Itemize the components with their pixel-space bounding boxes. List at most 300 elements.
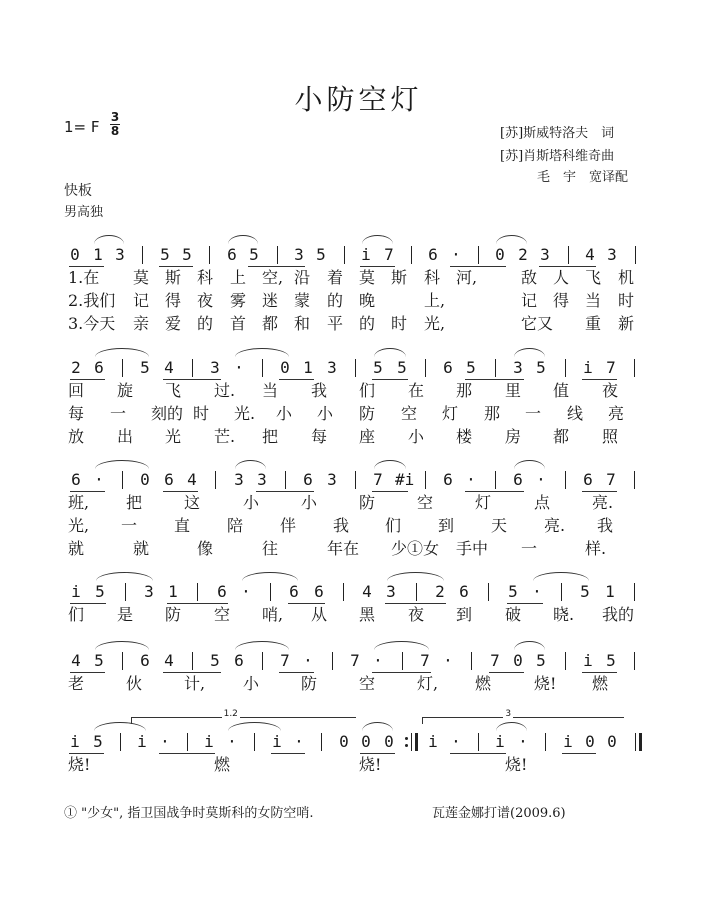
tie-arc xyxy=(387,572,444,581)
lyric-syllable: 灯 xyxy=(442,404,459,423)
note-value: · xyxy=(294,732,304,751)
note xyxy=(278,650,292,672)
note-value: · xyxy=(160,732,170,751)
note-value: 3 xyxy=(294,245,304,264)
barline xyxy=(321,733,322,751)
note-value: i xyxy=(583,651,593,670)
note xyxy=(166,581,180,603)
lyric-syllable: 亲 xyxy=(133,314,150,333)
barline xyxy=(425,359,426,377)
time-signature-top: 3 xyxy=(110,110,120,124)
tie-arc xyxy=(374,348,406,357)
lyric-syllable: 班, xyxy=(68,493,90,512)
note-value: 3 xyxy=(386,582,396,601)
lyric-syllable: 记 xyxy=(521,291,538,310)
note-value: 4 xyxy=(585,245,595,264)
lyric-syllable: 科 xyxy=(197,268,214,287)
note-value: 5 xyxy=(536,358,546,377)
note xyxy=(433,581,447,603)
note xyxy=(493,244,507,266)
lyric-syllable: 到 xyxy=(456,605,473,624)
note xyxy=(464,469,478,491)
note-value: · xyxy=(303,651,313,670)
tie-arc xyxy=(235,641,289,650)
note xyxy=(395,357,409,379)
note xyxy=(604,469,618,491)
lyric-syllable: 破 xyxy=(505,605,522,624)
barline xyxy=(425,471,426,489)
double-barline xyxy=(411,733,412,751)
note xyxy=(162,469,176,491)
lyric-syllable: 空 xyxy=(359,674,376,693)
note-value: 3 xyxy=(327,358,337,377)
lyric-syllable: 房 xyxy=(505,427,522,446)
tie-arc xyxy=(228,235,258,244)
barline xyxy=(488,583,489,601)
lyric-syllable: 2.我们 xyxy=(68,291,116,310)
note-value: 6 xyxy=(303,470,313,489)
note-value: · xyxy=(234,358,244,377)
lyric-syllable: 小 xyxy=(301,493,318,512)
note xyxy=(232,650,246,672)
lyric-syllable: 光, xyxy=(68,516,90,535)
note xyxy=(301,469,315,491)
lyric-syllable: 斯 xyxy=(165,268,182,287)
note-value: 1 xyxy=(303,358,313,377)
barline xyxy=(120,733,121,751)
note xyxy=(138,357,152,379)
note-value: i xyxy=(272,732,282,751)
lyric-syllable: 那 xyxy=(456,381,473,400)
note xyxy=(488,650,502,672)
note-value: 6 xyxy=(94,358,104,377)
lyric-syllable: 少①女 xyxy=(391,539,440,558)
barline xyxy=(270,583,271,601)
volta-bracket-1 xyxy=(131,709,356,724)
lyric-line xyxy=(64,538,646,560)
note xyxy=(534,469,548,491)
barline xyxy=(122,359,123,377)
note xyxy=(359,244,373,266)
note-value: 5 xyxy=(95,582,105,601)
barline-thick xyxy=(415,733,418,751)
note xyxy=(135,731,149,753)
lyric-syllable: 防 xyxy=(359,404,376,423)
lyric-syllable: 一 xyxy=(121,516,138,535)
note-value: 3 xyxy=(115,245,125,264)
lyric-syllable: 小 xyxy=(243,493,260,512)
lyric-syllable: 光. xyxy=(234,404,256,423)
lyric-syllable: 防 xyxy=(359,493,376,512)
note xyxy=(314,244,328,266)
lyric-syllable: 哨, xyxy=(262,605,284,624)
note-value: 4 xyxy=(164,651,174,670)
note-value: i xyxy=(428,732,438,751)
lyric-syllable: 夜 xyxy=(197,291,214,310)
barline xyxy=(478,246,479,264)
note xyxy=(255,469,269,491)
lyric-line xyxy=(64,604,646,626)
lyric-syllable: 当 xyxy=(262,381,279,400)
note xyxy=(278,357,292,379)
lyric-syllable: 烧! xyxy=(359,755,382,774)
lyric-syllable: 烧! xyxy=(505,755,528,774)
barline xyxy=(568,246,569,264)
note xyxy=(92,469,106,491)
lyric-syllable: 防 xyxy=(301,674,318,693)
lyric-syllable: 人 xyxy=(553,268,570,287)
note-value: 0 xyxy=(361,732,371,751)
note-value: 3 xyxy=(144,582,154,601)
note xyxy=(180,244,194,266)
lyric-syllable: 晚 xyxy=(359,291,376,310)
note-value: 4 xyxy=(362,582,372,601)
song-title: 小防空灯 xyxy=(294,83,423,116)
note-value: 2 xyxy=(435,582,445,601)
barline xyxy=(197,583,198,601)
note xyxy=(247,244,261,266)
lyric-syllable: 烧! xyxy=(68,755,91,774)
note xyxy=(185,469,199,491)
note-value: 3 xyxy=(540,245,550,264)
note xyxy=(215,581,229,603)
lyric-syllable: 把 xyxy=(262,427,279,446)
composer-credit: [苏]肖斯塔科维奇曲 xyxy=(500,149,615,164)
lyric-syllable: 夜 xyxy=(408,605,425,624)
note xyxy=(68,244,82,266)
note-value: 5 xyxy=(140,358,150,377)
lyric-syllable: 们 xyxy=(359,381,376,400)
note-value: 1 xyxy=(93,245,103,264)
note xyxy=(371,650,385,672)
note-value: 3 xyxy=(327,470,337,489)
lyric-syllable: 空, xyxy=(262,268,284,287)
tie-arc xyxy=(514,641,545,650)
note-value: · xyxy=(466,470,476,489)
barline xyxy=(262,652,263,670)
note-value: 0 xyxy=(495,245,505,264)
note-value: · xyxy=(373,651,383,670)
lyric-syllable: 空 xyxy=(417,493,434,512)
time-signature xyxy=(108,112,122,137)
lyric-syllable: 们 xyxy=(68,605,85,624)
lyric-syllable: 小 xyxy=(243,674,260,693)
lyric-syllable: 的 xyxy=(327,291,344,310)
barline xyxy=(122,471,123,489)
tie-arc xyxy=(374,460,406,469)
tie-arc xyxy=(95,460,149,469)
barline xyxy=(495,471,496,489)
note xyxy=(464,357,478,379)
volta-label: 3 xyxy=(505,709,512,719)
lyric-syllable: 老 xyxy=(68,674,85,693)
lyric-syllable: 燃 xyxy=(592,674,609,693)
note-value: 5 xyxy=(210,651,220,670)
lyric-syllable: 过. xyxy=(214,381,236,400)
note xyxy=(511,357,525,379)
lyric-syllable: 得 xyxy=(553,291,570,310)
note-value: 6 xyxy=(314,582,324,601)
barline xyxy=(634,583,635,601)
lyric-syllable: 就 xyxy=(68,539,85,558)
barline xyxy=(355,471,356,489)
note xyxy=(359,731,373,753)
lyric-syllable: 天 xyxy=(491,516,508,535)
note xyxy=(69,650,83,672)
note-value: 6 xyxy=(443,358,453,377)
note xyxy=(516,244,530,266)
lyric-syllable: 刻的 xyxy=(151,404,184,423)
lyric-syllable: 小 xyxy=(317,404,334,423)
note-value: · xyxy=(94,470,104,489)
note-value: 0 xyxy=(140,470,150,489)
lyric-syllable: 线 xyxy=(567,404,584,423)
lyric-syllable: 空 xyxy=(401,404,418,423)
lyric-syllable: 值 xyxy=(553,381,570,400)
lyric-syllable: 燃 xyxy=(214,755,231,774)
tie-arc xyxy=(235,348,289,357)
note-value: 6 xyxy=(443,470,453,489)
lyric-syllable: 记 xyxy=(133,291,150,310)
lyric-syllable: 我 xyxy=(597,516,614,535)
note xyxy=(604,357,618,379)
note xyxy=(93,581,107,603)
tie-arc xyxy=(496,235,527,244)
note xyxy=(449,244,463,266)
notation-line xyxy=(64,357,646,379)
note-value: · xyxy=(532,582,542,601)
note-value: 6 xyxy=(164,470,174,489)
note xyxy=(581,469,595,491)
note xyxy=(395,469,415,491)
lyric-syllable: 样. xyxy=(585,539,607,558)
time-signature-bottom: 8 xyxy=(110,124,120,138)
note xyxy=(561,731,575,753)
note-value: 7 xyxy=(606,470,616,489)
barline xyxy=(561,583,562,601)
note-value: 5 xyxy=(316,245,326,264)
lyric-syllable: 像 xyxy=(197,539,214,558)
tie-arc xyxy=(362,722,393,731)
note xyxy=(91,244,105,266)
lyric-syllable: 都 xyxy=(262,314,279,333)
note xyxy=(511,469,525,491)
tie-arc xyxy=(362,235,393,244)
note xyxy=(208,650,222,672)
note-value: · xyxy=(443,651,453,670)
lyric-syllable: 伙 xyxy=(126,674,143,693)
note-value: 6 xyxy=(71,470,81,489)
tie-arc xyxy=(374,641,429,650)
lyric-line xyxy=(64,492,646,514)
lyric-syllable: 那 xyxy=(484,404,501,423)
barline xyxy=(254,733,255,751)
barline xyxy=(344,246,345,264)
note-value: 7 xyxy=(490,651,500,670)
tie-arc xyxy=(533,572,589,581)
note-value: i xyxy=(70,732,80,751)
key-signature: 1= F xyxy=(64,118,100,136)
double-barline xyxy=(635,733,636,751)
note xyxy=(91,731,105,753)
lyric-syllable: 每 xyxy=(311,427,328,446)
barline xyxy=(471,652,472,670)
note-value: i xyxy=(563,732,573,751)
lyric-syllable: 迷 xyxy=(262,291,279,310)
lyric-syllable: 时 xyxy=(391,314,408,333)
lyric-syllable: 时 xyxy=(618,291,635,310)
barline xyxy=(215,471,216,489)
note xyxy=(208,357,222,379)
footnote: ① "少女", 指卫国战争时莫斯科的女防空哨. xyxy=(64,806,314,821)
lyric-syllable: 芒. xyxy=(214,427,236,446)
note xyxy=(162,357,176,379)
note xyxy=(92,357,106,379)
note xyxy=(384,581,398,603)
note xyxy=(371,469,385,491)
tie-arc xyxy=(95,348,149,357)
note xyxy=(605,244,619,266)
lyric-syllable: 斯 xyxy=(391,268,408,287)
voice-part: 男高独 xyxy=(64,205,104,220)
lyric-syllable: 时 xyxy=(193,404,210,423)
lyric-syllable: 上, xyxy=(424,291,446,310)
lyric-syllable: 就 xyxy=(133,539,150,558)
lyric-syllable: 着 xyxy=(327,268,344,287)
note xyxy=(418,650,432,672)
note xyxy=(138,650,152,672)
note-value: 2 xyxy=(518,245,528,264)
lyric-syllable: 夜 xyxy=(602,381,619,400)
note xyxy=(287,581,301,603)
lyric-syllable: 飞 xyxy=(585,268,602,287)
note-value: i xyxy=(495,732,505,751)
lyric-syllable: 我的 xyxy=(602,605,635,624)
note xyxy=(605,731,619,753)
lyric-syllable: 光 xyxy=(165,427,182,446)
lyric-syllable: 旋 xyxy=(117,381,134,400)
tie-arc xyxy=(94,235,124,244)
barline xyxy=(565,359,566,377)
lyric-syllable: 陪 xyxy=(227,516,244,535)
barline-thick xyxy=(639,733,642,751)
note-value: 5 xyxy=(373,358,383,377)
lyric-syllable: 机 xyxy=(618,268,635,287)
barline xyxy=(634,359,635,377)
lyric-syllable: 亮. xyxy=(544,516,566,535)
lyric-syllable: 往 xyxy=(262,539,279,558)
barline xyxy=(142,246,143,264)
lyric-syllable: 照 xyxy=(602,427,619,446)
note-value: 1 xyxy=(168,582,178,601)
note xyxy=(225,244,239,266)
tie-arc xyxy=(514,348,545,357)
barline xyxy=(416,583,417,601)
lyric-line xyxy=(64,267,646,289)
note xyxy=(457,581,471,603)
barline xyxy=(355,359,356,377)
note-value: 3 xyxy=(257,470,267,489)
note-value: 6 xyxy=(428,245,438,264)
note-value: 6 xyxy=(234,651,244,670)
note xyxy=(325,469,339,491)
note-value: 5 xyxy=(160,245,170,264)
lyric-syllable: 空 xyxy=(214,605,231,624)
note xyxy=(360,581,374,603)
note xyxy=(138,469,152,491)
lyric-syllable: 新 xyxy=(618,314,635,333)
note xyxy=(292,731,306,753)
note xyxy=(516,731,530,753)
note xyxy=(581,650,595,672)
lyric-syllable: 亮. xyxy=(592,493,614,512)
note-value: 7 xyxy=(606,358,616,377)
lyric-syllable: 蒙 xyxy=(294,291,311,310)
note xyxy=(441,469,455,491)
lyric-syllable: 3.今天 xyxy=(68,314,116,333)
note xyxy=(426,731,440,753)
note xyxy=(202,731,216,753)
note xyxy=(301,357,315,379)
note-value: 5 xyxy=(606,651,616,670)
lyric-syllable: 雾 xyxy=(230,291,247,310)
lyric-syllable: 首 xyxy=(230,314,247,333)
note xyxy=(426,244,440,266)
lyric-syllable: 光, xyxy=(424,314,446,333)
note-value: 7 xyxy=(384,245,394,264)
lyric-syllable: 我 xyxy=(311,381,328,400)
lyric-syllable: 科 xyxy=(424,268,441,287)
note-value: 7 xyxy=(350,651,360,670)
lyric-syllable: 河, xyxy=(456,268,478,287)
note xyxy=(441,650,455,672)
notation-line xyxy=(64,244,646,266)
lyric-line xyxy=(64,380,646,402)
lyric-syllable: 的 xyxy=(197,314,214,333)
note-value: 5 xyxy=(536,651,546,670)
lyric-syllable: 手中 xyxy=(456,539,489,558)
note xyxy=(69,581,83,603)
lyric-syllable: 这 xyxy=(184,493,201,512)
note-value: 7 xyxy=(373,470,383,489)
note xyxy=(92,650,106,672)
barline xyxy=(192,359,193,377)
note-value: 3 xyxy=(234,470,244,489)
note-value: 6 xyxy=(459,582,469,601)
note-value: 5 xyxy=(397,358,407,377)
note xyxy=(530,581,544,603)
lyric-line xyxy=(64,403,646,425)
barline xyxy=(565,471,566,489)
lyric-syllable: 燃 xyxy=(475,674,492,693)
lyric-line xyxy=(64,313,646,335)
note xyxy=(68,731,82,753)
lyric-syllable: 把 xyxy=(126,493,143,512)
lyric-syllable: 们 xyxy=(385,516,402,535)
note-value: 7 xyxy=(280,651,290,670)
note-value: 6 xyxy=(513,470,523,489)
lyric-syllable: 沿 xyxy=(294,268,311,287)
note xyxy=(449,731,463,753)
note-value: i xyxy=(204,732,214,751)
barline xyxy=(285,471,286,489)
barline xyxy=(545,733,546,751)
lyric-syllable: 莫 xyxy=(359,268,376,287)
lyric-syllable: 每 xyxy=(68,404,85,423)
lyric-syllable: 都 xyxy=(553,427,570,446)
note-value: 0 xyxy=(585,732,595,751)
note-value: 1 xyxy=(605,582,615,601)
